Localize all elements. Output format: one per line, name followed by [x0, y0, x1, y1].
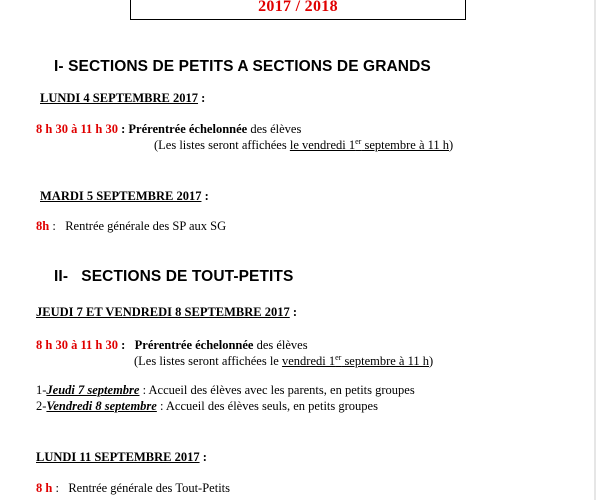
item-day: Vendredi 8 septembre	[46, 399, 157, 413]
event: Rentrée générale des Tout-Petits	[68, 481, 231, 495]
event: Rentrée générale des SP aux SG	[65, 219, 227, 233]
date-heading-thursday-friday	[36, 305, 297, 320]
separator: :	[117, 338, 135, 352]
separator: :	[117, 122, 129, 136]
note-line-thursday-friday	[134, 354, 433, 369]
event-rest: des élèves	[253, 338, 308, 352]
item-text: : Accueil des élèves avec les parents, en petits groupes	[139, 383, 415, 397]
item-text: : Accueil des élèves seuls, en petits groupes	[156, 399, 378, 413]
schedule-line-monday-4	[36, 122, 301, 137]
note-date-day: le vendredi 1	[289, 138, 356, 152]
separator: :	[49, 219, 66, 233]
schedule-line-thursday-friday	[36, 338, 308, 353]
list-item-friday	[36, 399, 378, 414]
event-bold: Prérentrée échelonnée	[134, 338, 254, 352]
date-heading-monday-11	[36, 450, 207, 465]
section-title-1: I- SECTIONS DE PETITS A SECTIONS DE GRANDS	[54, 58, 431, 75]
time: 8h	[36, 219, 50, 233]
note-close: )	[449, 138, 454, 152]
note-date-sup: er	[355, 137, 362, 146]
date-text: LUNDI 4 SEPTEMBRE 2017	[40, 91, 199, 105]
schedule-line-tuesday-5	[36, 219, 226, 234]
note-date-rest: septembre à 11 h	[341, 354, 430, 368]
item-day: Jeudi 7 septembre	[46, 383, 140, 397]
event-rest: des élèves	[247, 122, 302, 136]
schedule-line-monday-11	[36, 481, 230, 496]
date-colon: :	[198, 91, 206, 105]
event-bold: Prérentrée échelonnée	[128, 122, 248, 136]
date-colon: :	[289, 305, 298, 319]
item-number: 1-	[36, 383, 47, 397]
separator: :	[52, 481, 69, 495]
date-colon: :	[201, 189, 209, 203]
title-box	[130, 0, 466, 20]
section-title-2-text: II- SECTIONS DE TOUT-PETITS	[54, 268, 294, 285]
date-colon: :	[199, 450, 207, 464]
note-date	[282, 354, 429, 368]
note-line-monday-4	[154, 138, 453, 153]
date-heading-monday-4	[40, 91, 205, 106]
note-date-rest: septembre à 11 h	[361, 138, 450, 152]
note-date-sup: er	[335, 353, 342, 362]
school-year: 2017 / 2018	[258, 0, 338, 15]
section-title-2	[54, 268, 293, 286]
note-date-day: vendredi 1	[281, 354, 336, 368]
time-range: 8 h 30 à 11 h 30	[36, 122, 118, 136]
item-number: 2-	[36, 399, 47, 413]
note-open: (Les listes seront affichées le	[134, 354, 282, 368]
time: 8 h	[36, 481, 53, 495]
list-item-thursday	[36, 383, 415, 398]
note-open: (Les listes seront affichées	[154, 138, 290, 152]
note-close: )	[429, 354, 434, 368]
time-range: 8 h 30 à 11 h 30	[36, 338, 118, 352]
note-date	[290, 138, 449, 152]
date-text: JEUDI 7 ET VENDREDI 8 SEPTEMBRE 2017	[36, 305, 290, 319]
date-text: MARDI 5 SEPTEMBRE 2017	[40, 189, 202, 203]
date-text: LUNDI 11 SEPTEMBRE 2017	[36, 450, 200, 464]
date-heading-tuesday-5	[40, 189, 209, 204]
